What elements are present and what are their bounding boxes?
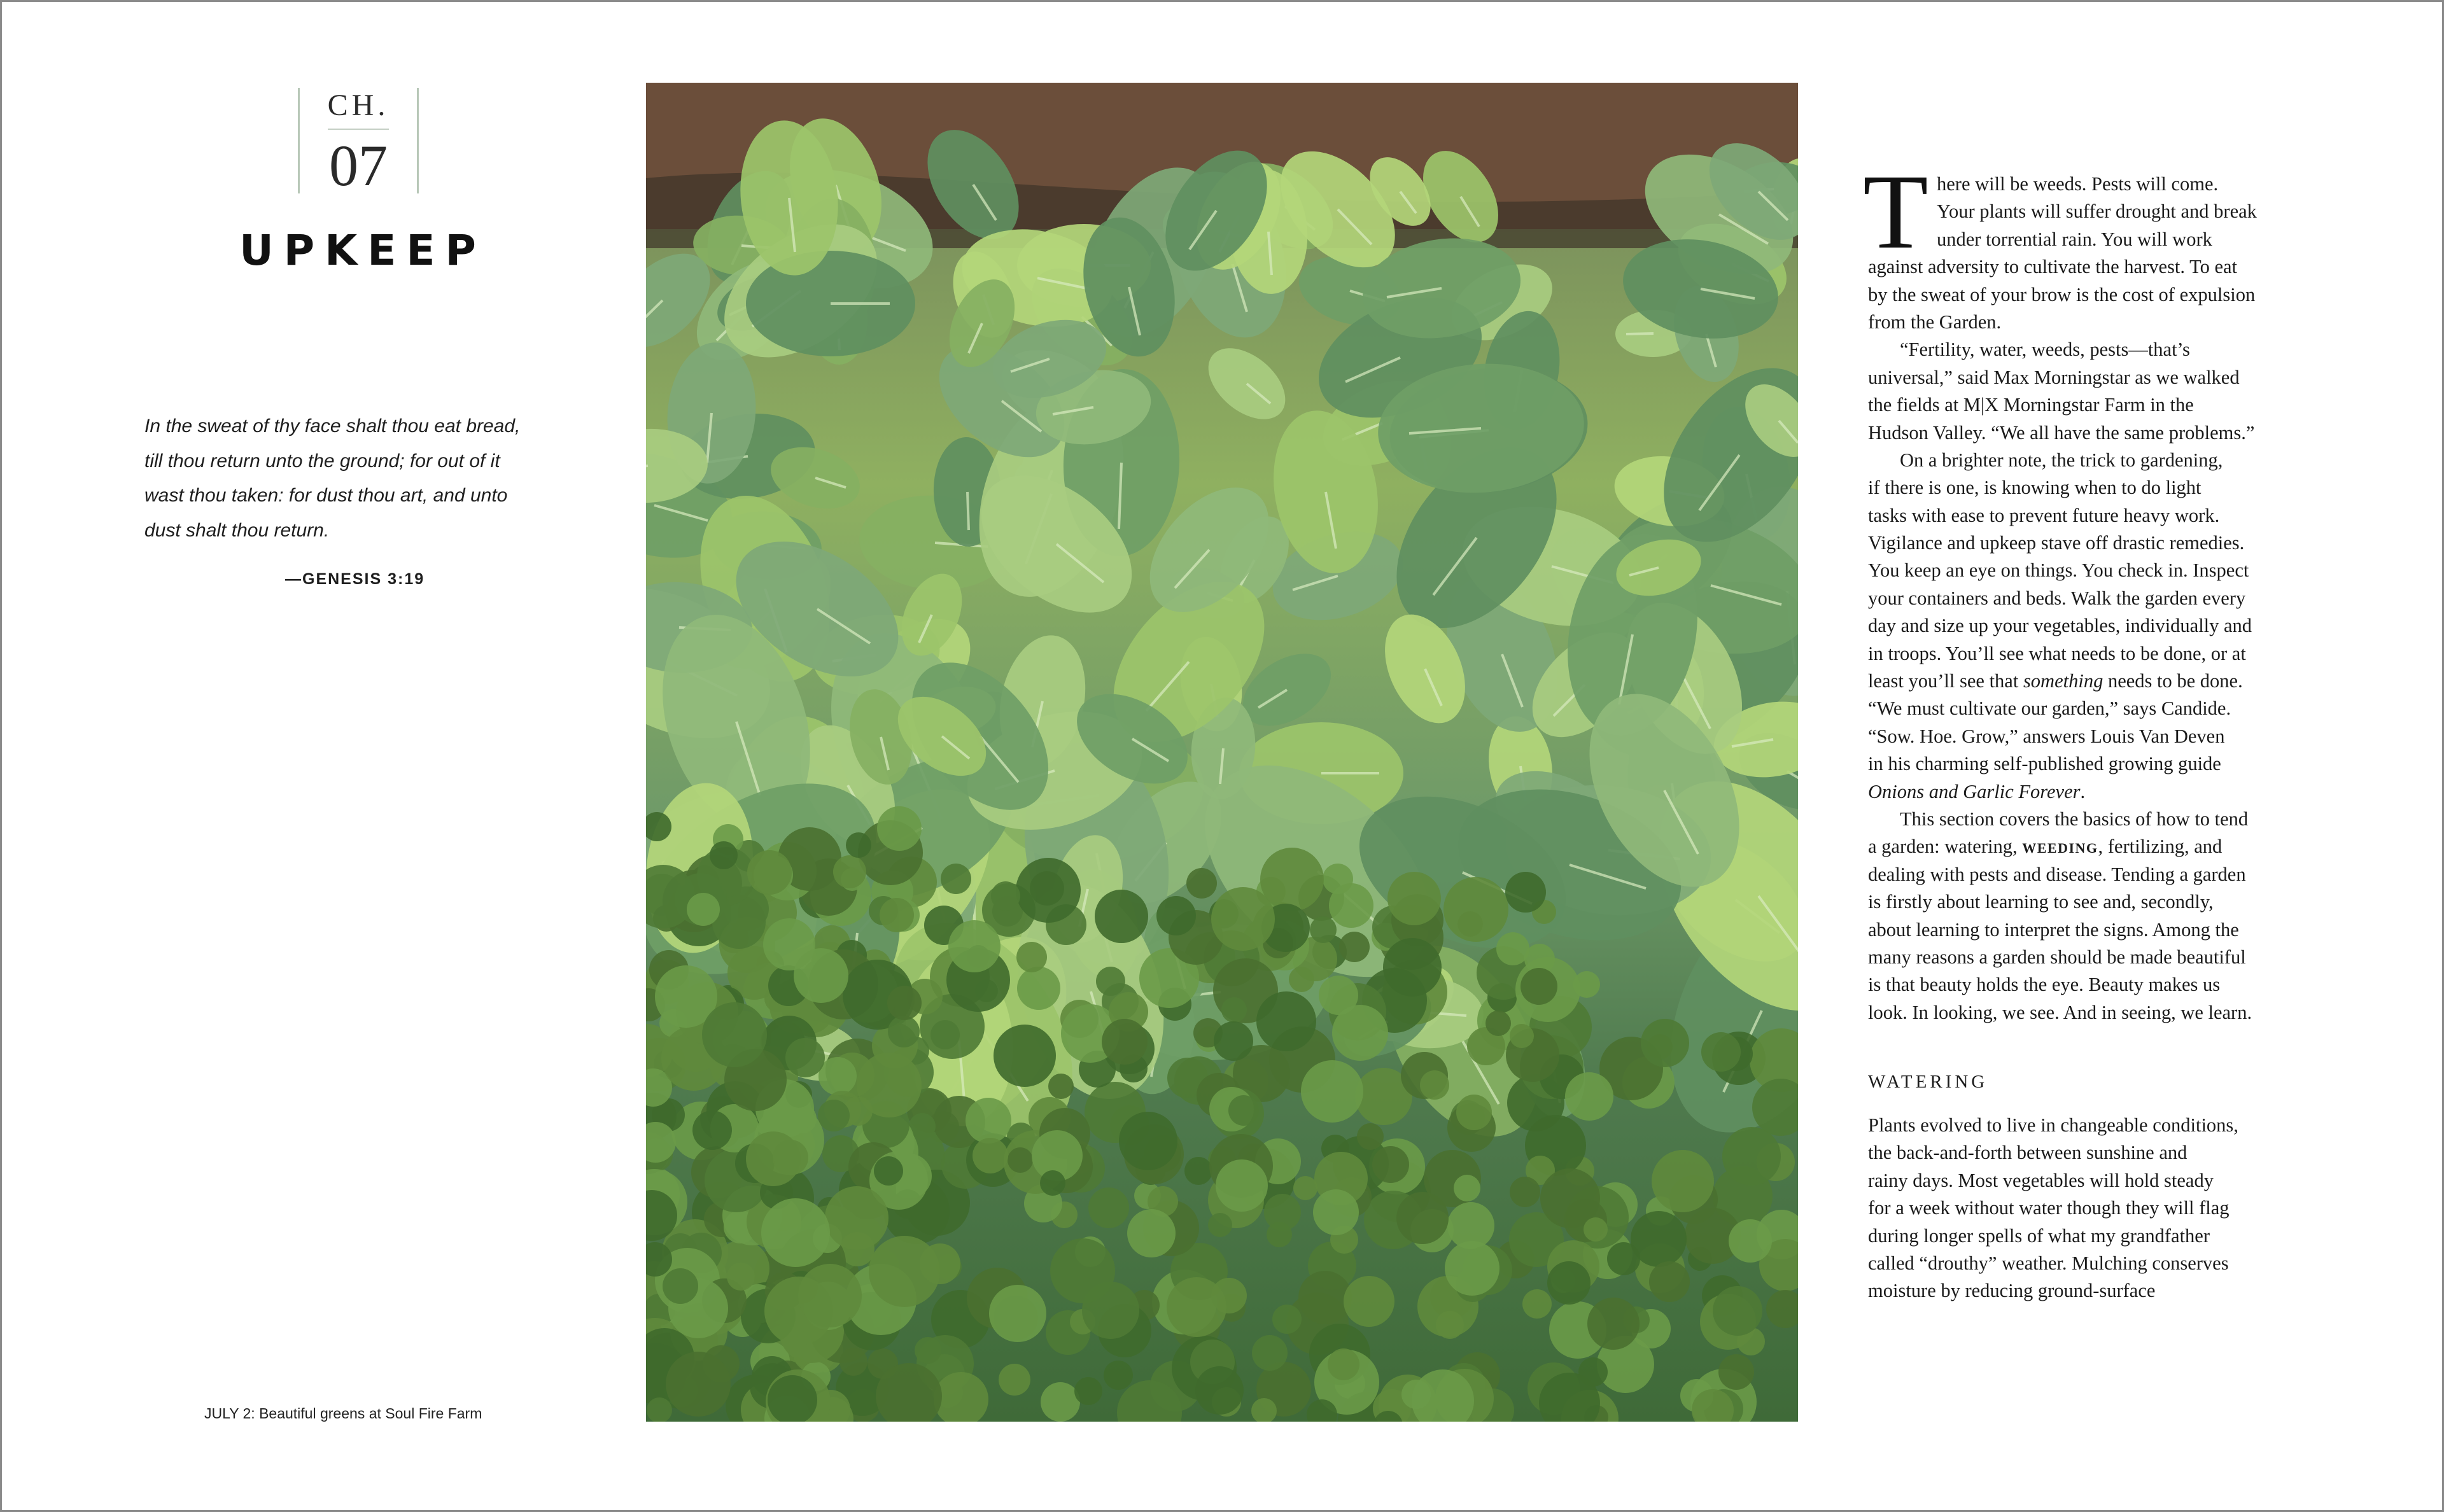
kale-clump [915, 1337, 941, 1364]
kale-clump [1485, 1011, 1511, 1036]
kale-clump [846, 832, 871, 858]
body-line: day and size up your vegetables, individually and [1868, 615, 2252, 637]
kale-clump [818, 1100, 850, 1131]
kale-clump [1298, 1271, 1352, 1324]
kale-clump [1454, 1175, 1480, 1201]
kale-clump [702, 1002, 767, 1067]
kale-clump [1184, 1157, 1212, 1185]
body-line: On a brighter note, the trick to gardening, [1900, 449, 2223, 471]
section-heading-watering: WATERING [1868, 1072, 1988, 1092]
body-line: called “drouthy” weather. Mulching conserves [1868, 1252, 2229, 1274]
kale-clump [869, 1236, 940, 1307]
kale-clump [1074, 1377, 1102, 1405]
kale-clump [1713, 1286, 1762, 1336]
kale-clump [1041, 1382, 1080, 1422]
kale-clump [1119, 1112, 1177, 1170]
kale-clump [1641, 1019, 1689, 1067]
kale-clump [1357, 1123, 1384, 1150]
kale-clump [1267, 1222, 1292, 1247]
kale-clump [1718, 1354, 1754, 1390]
kale-clump [991, 881, 1020, 911]
kale-clump [692, 1110, 732, 1150]
kale-clump [1383, 938, 1442, 997]
kale-clump [1211, 887, 1275, 951]
kale-clump [1096, 967, 1125, 996]
kale-clump [1127, 1209, 1176, 1257]
kale-clump [1156, 896, 1196, 935]
kale-clump [1445, 1241, 1499, 1296]
kale-clump [1547, 1261, 1591, 1305]
dropcap: T [1863, 153, 1928, 271]
kale-clump [1221, 997, 1247, 1023]
kale-clump [818, 1057, 857, 1095]
kale-clump [1649, 1261, 1690, 1302]
kale-clump [1587, 1298, 1640, 1350]
kale-clump [1396, 1192, 1449, 1244]
chapter-mark [298, 88, 419, 198]
kale-clump [1565, 1072, 1613, 1121]
body-line: is that beauty holds the eye. Beauty makes us [1868, 974, 2221, 996]
kale-clump [1520, 968, 1557, 1005]
body-line: in his charming self-published growing guide [1868, 753, 2221, 775]
body-line: Plants evolved to live in changeable conditions, [1868, 1114, 2238, 1136]
kale-clump [1522, 1289, 1552, 1319]
body-line: in troops. You’ll see what needs to be done, or at [1868, 642, 2246, 664]
body-line: You keep an eye on things. You check in. Inspect [1868, 559, 2249, 582]
kale-clump [931, 1020, 960, 1049]
kale-clump [1167, 1277, 1226, 1337]
kale-clump [999, 1364, 1030, 1396]
body-line: least you’ll see that something needs to be done. [1868, 670, 2243, 692]
kale-clump [1510, 1177, 1540, 1207]
body-line: a garden: watering, WEEDING, fertilizing, and [1868, 836, 2223, 858]
body-line: moisture by reducing ground-surface [1868, 1280, 2156, 1302]
kale-clump [1701, 1032, 1741, 1072]
leaf-vein [967, 492, 969, 530]
body-line: Hudson Valley. “We all have the same problems.” [1868, 421, 2255, 444]
kale-clump [880, 898, 914, 932]
kale-clump [710, 841, 738, 869]
body-line: is firstly about learning to see and, secondly, [1868, 891, 2214, 913]
kale-clump [1102, 1019, 1148, 1065]
kale-clump [1319, 976, 1358, 1015]
kale-clump [1301, 1060, 1363, 1123]
kale-clump [761, 1198, 830, 1267]
body-line: for a week without water though they will flag [1868, 1197, 2230, 1219]
body-line: here will be weeds. Pests will come. [1937, 173, 2219, 195]
kale-clump [1310, 916, 1337, 943]
kale-clump [948, 920, 1001, 972]
kale-clump [1214, 1021, 1253, 1061]
kale-clump [687, 893, 720, 926]
epigraph-line: dust shalt thou return. [144, 519, 330, 541]
kale-clump [888, 1016, 920, 1047]
body-line: from the Garden. [1868, 311, 2002, 333]
kale-clump [857, 1053, 922, 1117]
body-line: Vigilance and upkeep stave off drastic remedies. [1868, 532, 2245, 554]
kale-clump [1008, 1147, 1033, 1173]
body-line: “Sow. Hoe. Grow,” answers Louis Van Deven [1868, 725, 2225, 747]
kale-clump [1050, 1238, 1115, 1303]
epigraph-line: In the sweat of thy face shalt thou eat bread, [144, 416, 521, 437]
kale-clump [1186, 868, 1217, 899]
kale-clump [727, 1263, 755, 1291]
body-line: look. In looking, we see. And in seeing, we learn. [1868, 1001, 2252, 1023]
kale-clump [773, 1140, 808, 1175]
kale-clump [1104, 1361, 1133, 1390]
kale-clump [1496, 932, 1529, 965]
garden-photo-illustration [646, 83, 1798, 1422]
kale-clump [663, 1268, 698, 1304]
kale-clump [1328, 1348, 1359, 1380]
body-line: “We must cultivate our garden,” says Candide. [1868, 697, 2231, 720]
body-line: about learning to interpret the signs. Among the [1868, 918, 2239, 941]
body-line: if there is one, is knowing when to do light [1868, 477, 2202, 499]
body-line: your containers and beds. Walk the garden every [1868, 587, 2246, 609]
kale-clump [1016, 858, 1081, 923]
kale-clump [973, 1138, 1008, 1173]
kale-clump [666, 1352, 731, 1417]
kale-clump [1017, 967, 1060, 1010]
kale-clump [833, 855, 866, 888]
kale-clump [877, 806, 922, 851]
kale-clump [1584, 1217, 1608, 1242]
kale-clump [1729, 1219, 1772, 1263]
body-line: the back-and-forth between sunshine and [1868, 1142, 2188, 1164]
kale-clump [1456, 1095, 1492, 1130]
body-line: the fields at M|X Morningstar Farm in the [1868, 394, 2194, 416]
kale-clump [994, 1025, 1056, 1087]
kale-clump [887, 986, 922, 1020]
kale-clump [1607, 1242, 1640, 1275]
kale-clump [1313, 1189, 1359, 1235]
kale-clump [1048, 1074, 1074, 1099]
kale-clump [1652, 1150, 1714, 1212]
kale-clump [1272, 1305, 1302, 1334]
kale-clump [1443, 877, 1508, 942]
kale-clump [794, 948, 848, 1003]
epigraph-line: wast thou taken: for dust thou art, and unto [144, 485, 508, 506]
body-line: This section covers the basics of how to tend [1900, 808, 2249, 830]
body-line: tasks with ease to prevent future heavy work. [1868, 504, 2220, 526]
kale-clump [989, 1285, 1046, 1342]
kale-clump [747, 850, 792, 895]
body-line: rainy days. Most vegetables will hold steady [1868, 1169, 2214, 1191]
body-line: “Fertility, water, weeds, pests—that’s [1900, 339, 2190, 361]
body-line: during longer spells of what my grandfather [1868, 1224, 2210, 1247]
epigraph-line: till thou return unto the ground; for out of it [144, 450, 500, 472]
kale-clump [1293, 1176, 1317, 1200]
photo-caption: JULY 2: Beautiful greens at Soul Fire Farm [204, 1405, 482, 1422]
kale-clump [941, 864, 971, 894]
kale-clump [825, 1186, 888, 1250]
kale-clump [1387, 872, 1441, 925]
kale-clump [1095, 890, 1148, 943]
intro-text [1868, 171, 2301, 1026]
kale-clump [1510, 1024, 1534, 1048]
kale-clump [1323, 864, 1353, 894]
kale-clump [1195, 1366, 1244, 1415]
epigraph-attribution: —GENESIS 3:19 [285, 570, 425, 588]
body-line: Onions and Garlic Forever. [1868, 780, 2086, 802]
kale-clump [1040, 1170, 1065, 1196]
kale-clump [1256, 991, 1316, 1051]
kale-clump [1016, 942, 1047, 972]
chapter-divider [328, 129, 389, 130]
leaf-vein [1626, 333, 1654, 334]
chapter-title: UPKEEP [239, 226, 486, 275]
body-line: Your plants will suffer drought and break [1937, 200, 2257, 223]
kale-clump [1252, 1335, 1288, 1371]
kale-clump [1722, 1127, 1781, 1186]
kale-clump [1505, 872, 1546, 913]
kale-clump [1216, 1159, 1268, 1212]
kale-clump [1228, 1095, 1259, 1126]
kale-clump [798, 1264, 862, 1327]
body-line: universal,” said Max Morningstar as we walked [1868, 366, 2240, 388]
kale-clump [1420, 1070, 1449, 1100]
epigraph [144, 409, 565, 548]
body-line: against adversity to cultivate the harvest. To eat [1868, 256, 2238, 278]
body-line: under torrential rain. You will work [1937, 228, 2212, 250]
kale-clump [966, 1098, 1011, 1144]
kale-clump [785, 1038, 825, 1077]
kale-clump [874, 1156, 903, 1186]
body-line: many reasons a garden should be made beautiful [1868, 946, 2246, 968]
kale-clump [1339, 932, 1370, 962]
kale-clump [1344, 1276, 1394, 1327]
kale-clump [1088, 1187, 1129, 1228]
watering-text [1868, 1112, 2301, 1305]
garden-photo [646, 83, 1798, 1422]
kale-clump [1208, 1213, 1232, 1237]
chapter-label: CH. [327, 88, 390, 122]
body-line: by the sweat of your brow is the cost of expulsion [1868, 283, 2256, 305]
kale-clump [1766, 1290, 1798, 1328]
chapter-number: 07 [329, 133, 388, 198]
kale-clump [1372, 1146, 1409, 1183]
body-line: dealing with pests and disease. Tending a garden [1868, 863, 2246, 885]
